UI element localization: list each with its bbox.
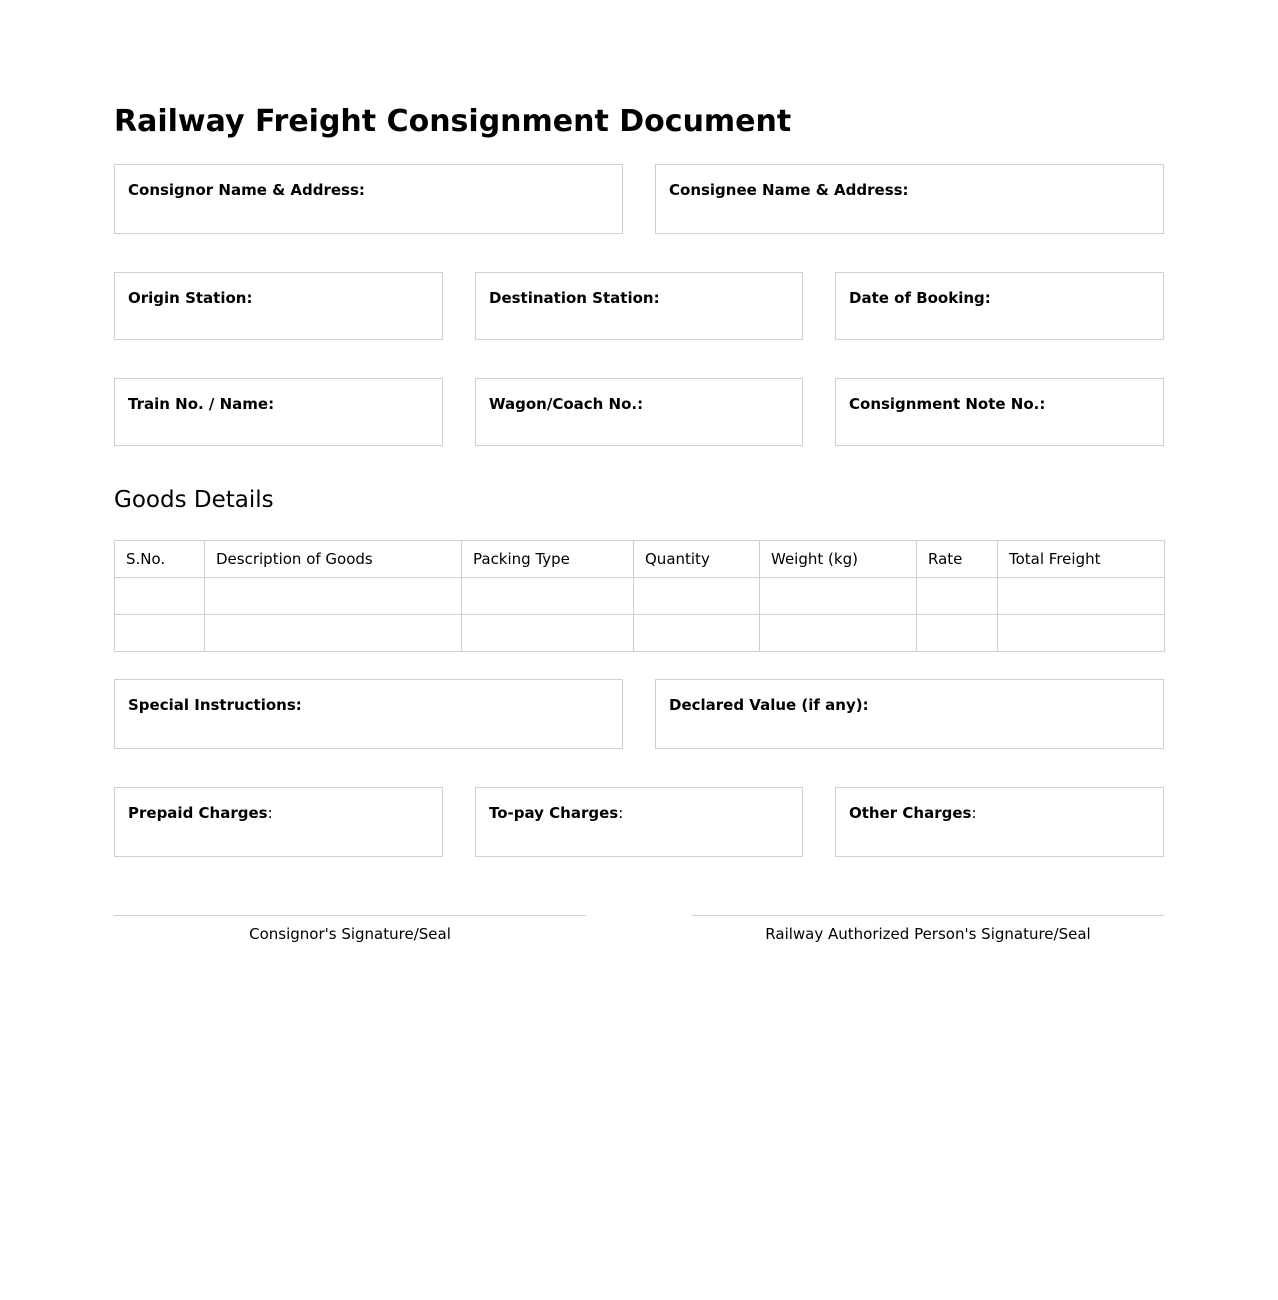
table-cell[interactable] (462, 615, 634, 652)
table-cell[interactable] (760, 615, 917, 652)
special-instructions-label: Special Instructions: (128, 696, 302, 714)
table-cell[interactable] (205, 578, 462, 615)
railway-signature-line[interactable] (692, 915, 1164, 916)
table-cell[interactable] (634, 578, 760, 615)
column-header: Rate (917, 541, 998, 578)
table-cell[interactable] (998, 578, 1165, 615)
goods-header-row (115, 541, 1165, 578)
table-cell[interactable] (917, 615, 998, 652)
consignment-note-field[interactable] (835, 378, 1164, 446)
goods-details-heading: Goods Details (114, 487, 274, 513)
column-header: Packing Type (462, 541, 634, 578)
table-row (115, 615, 1165, 652)
prepaid-charges-field[interactable] (114, 787, 443, 857)
consignment-note-label: Consignment Note No.: (849, 395, 1046, 413)
consignor-label: Consignor Name & Address: (128, 181, 365, 199)
table-cell[interactable] (115, 578, 205, 615)
declared-value-field[interactable] (655, 679, 1164, 749)
train-field[interactable] (114, 378, 443, 446)
column-header: Total Freight (998, 541, 1165, 578)
special-instructions-field[interactable] (114, 679, 623, 749)
wagon-field[interactable] (475, 378, 803, 446)
table-cell[interactable] (462, 578, 634, 615)
topay-charges-label: To-pay Charges: (489, 804, 624, 822)
topay-charges-field[interactable] (475, 787, 803, 857)
train-label: Train No. / Name: (128, 395, 275, 413)
column-header: Quantity (634, 541, 760, 578)
booking-date-label: Date of Booking: (849, 289, 991, 307)
table-cell[interactable] (205, 615, 462, 652)
wagon-label: Wagon/Coach No.: (489, 395, 644, 413)
consignee-label: Consignee Name & Address: (669, 181, 909, 199)
destination-station-field[interactable] (475, 272, 803, 340)
consignor-signature-label: Consignor's Signature/Seal (249, 925, 451, 943)
railway-signature-label: Railway Authorized Person's Signature/Seal (765, 925, 1091, 943)
column-header: S.No. (115, 541, 205, 578)
table-cell[interactable] (998, 615, 1165, 652)
declared-value-label: Declared Value (if any): (669, 696, 869, 714)
document-title: Railway Freight Consignment Document (114, 104, 792, 139)
table-cell[interactable] (917, 578, 998, 615)
table-cell[interactable] (634, 615, 760, 652)
destination-station-label: Destination Station: (489, 289, 660, 307)
consignor-field[interactable] (114, 164, 623, 234)
prepaid-charges-label: Prepaid Charges: (128, 804, 273, 822)
booking-date-field[interactable] (835, 272, 1164, 340)
table-row (115, 578, 1165, 615)
other-charges-field[interactable] (835, 787, 1164, 857)
table-cell[interactable] (760, 578, 917, 615)
table-cell[interactable] (115, 615, 205, 652)
origin-station-field[interactable] (114, 272, 443, 340)
goods-table (114, 540, 1165, 652)
consignor-signature-line[interactable] (114, 915, 586, 916)
column-header: Description of Goods (205, 541, 462, 578)
consignee-field[interactable] (655, 164, 1164, 234)
other-charges-label: Other Charges: (849, 804, 977, 822)
column-header: Weight (kg) (760, 541, 917, 578)
origin-station-label: Origin Station: (128, 289, 253, 307)
